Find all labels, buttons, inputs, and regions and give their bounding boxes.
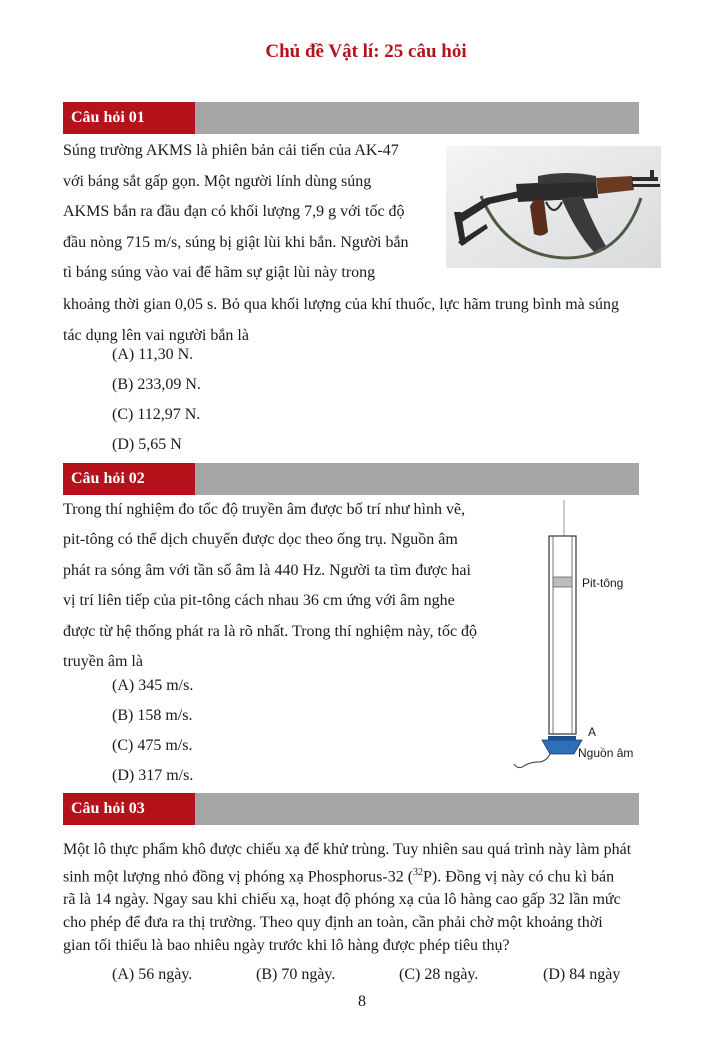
option-b: (B) 70 ngày.: [256, 966, 336, 983]
question-1-header: [63, 102, 639, 134]
option-a: (A) 345 m/s.: [112, 677, 194, 694]
page-title: Chủ đề Vật lí: 25 câu hỏi: [265, 41, 467, 62]
question-3-line: [63, 862, 669, 889]
question-1-text-wrapped: [63, 136, 435, 289]
option-a: (A) 11,30 N.: [112, 346, 194, 363]
question-2-line: Trong thí nghiệm đo tốc độ truyền âm được bố trí như hình vẽ,: [63, 501, 466, 518]
question-3-text: [63, 839, 669, 957]
question-3-line: rã là 14 ngày. Ngay sau khi chiếu xạ, hoạt độ phóng xạ của lô hàng cao gấp 32 lần mức: [63, 890, 621, 908]
piston-label: Pit-tông: [582, 576, 624, 590]
question-1-line: đầu nòng 715 m/s, súng bị giật lùi khi bắn. Người bắn: [63, 233, 409, 251]
question-3-line: gian tối thiểu là bao nhiêu ngày trước khi lô hàng được phép tiêu thụ?: [63, 936, 510, 954]
option-b: (B) 158 m/s.: [112, 707, 193, 724]
page-number: 8: [358, 993, 366, 1010]
question-2-line: vị trí liên tiếp của pit-tông cách nhau 36 cm ứng với âm nghe: [63, 592, 455, 610]
isotope-mass-number: 32: [413, 866, 424, 878]
question-1-text-full: [63, 289, 669, 351]
point-a-label: A: [588, 725, 597, 739]
option-d: (D) 84 ngày: [543, 966, 621, 983]
option-d: (D) 317 m/s.: [112, 767, 194, 784]
question-1-line: với báng sắt gấp gọn. Một người lính dùng súng: [63, 172, 372, 190]
question-3-fragment: P). Đồng vị này có chu kì bán: [423, 868, 615, 886]
option-c: (C) 475 m/s.: [112, 737, 193, 754]
question-1-line: Súng trường AKMS là phiên bản cải tiến của AK-47: [63, 142, 399, 159]
question-2-line: được từ hệ thống phát ra là rõ nhất. Trong thí nghiệm này, tốc độ: [63, 622, 478, 640]
question-2-text: [63, 495, 504, 677]
question-3-header: [63, 793, 639, 825]
question-2-header: [63, 463, 639, 495]
question-1-line: tì báng súng vào vai để hãm sự giật lùi này trong: [63, 264, 376, 282]
rifle-photo: [446, 146, 661, 268]
question-3-line: cho phép để đưa ra thị trường. Theo quy định an toàn, cần phải chờ một khoảng thời: [63, 913, 603, 931]
question-1-line: tác dụng lên vai người bắn là: [63, 327, 249, 344]
option-c: (C) 28 ngày.: [399, 966, 479, 983]
question-1-line: khoảng thời gian 0,05 s. Bỏ qua khối lượng của khí thuốc, lực hãm trung bình mà súng: [63, 296, 619, 313]
option-d: (D) 5,65 N: [112, 436, 182, 453]
question-2-line: pit-tông có thể dịch chuyển được dọc theo ống trụ. Nguồn âm: [63, 531, 458, 549]
option-a: (A) 56 ngày.: [112, 966, 193, 983]
question-2-label: Câu hỏi 02: [63, 463, 195, 495]
sound-source-label: Nguồn âm: [578, 746, 634, 760]
question-1-line: AKMS bắn ra đầu đạn có khối lượng 7,9 g với tốc độ: [63, 203, 405, 221]
resonance-tube-diagram: [510, 500, 650, 775]
question-2-line: truyền âm là: [63, 653, 143, 671]
question-3-fragment: sinh một lượng nhỏ đồng vị phóng xạ Phosphorus-32 (: [63, 868, 414, 886]
option-c: (C) 112,97 N.: [112, 406, 201, 423]
option-b: (B) 233,09 N.: [112, 376, 201, 393]
question-1-label: Câu hỏi 01: [63, 102, 195, 134]
question-2-line: phát ra sóng âm với tần số âm là 440 Hz. Người ta tìm được hai: [63, 561, 471, 579]
question-3-line: Một lô thực phẩm khô được chiếu xạ để khử trùng. Tuy nhiên sau quá trình này làm phát: [63, 841, 632, 858]
question-3-label: Câu hỏi 03: [63, 793, 195, 825]
